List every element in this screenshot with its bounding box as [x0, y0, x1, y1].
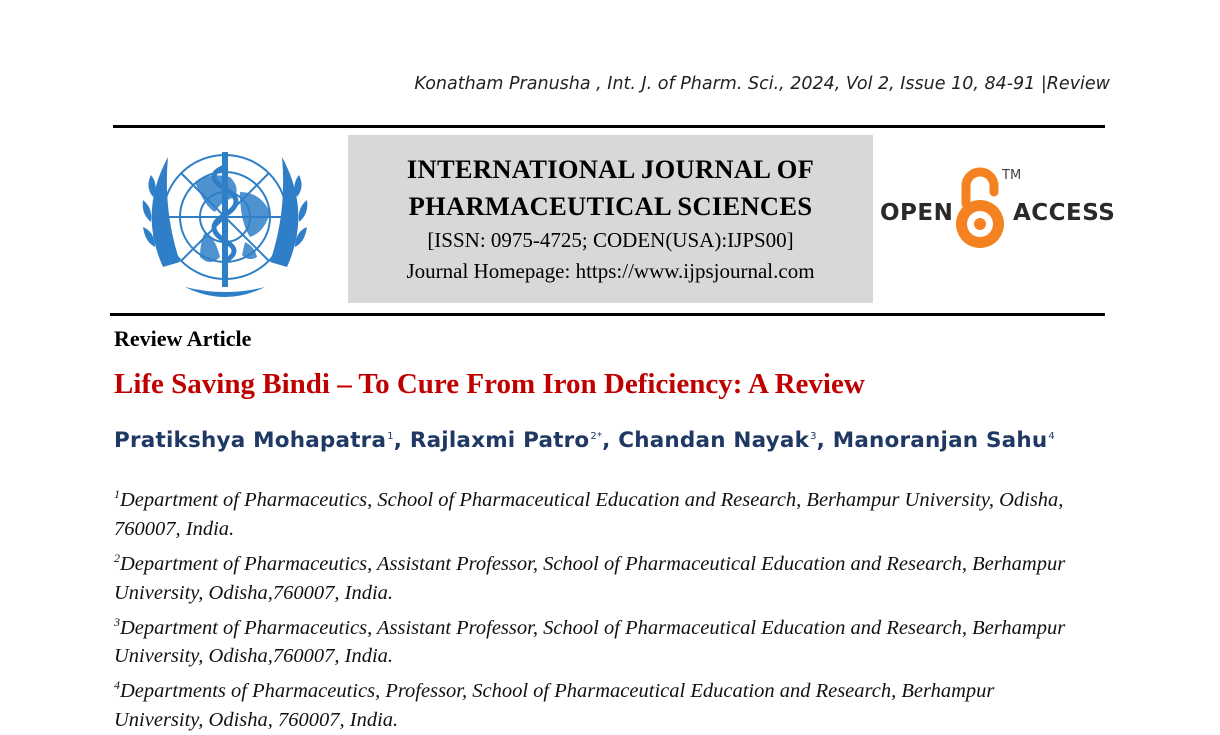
- affiliation-item: [114, 544, 1084, 608]
- author-name: Chandan Nayak: [618, 428, 810, 453]
- author-affil-mark: 1: [387, 430, 394, 442]
- author-name: Pratikshya Mohapatra: [114, 428, 387, 453]
- affiliation-number: 2: [114, 550, 120, 565]
- journal-issn: [ISSN: 0975-4725; CODEN(USA):IJPS00]: [427, 228, 794, 252]
- journal-emblem-icon: [125, 137, 325, 305]
- journal-title-line1: INTERNATIONAL JOURNAL OF: [406, 154, 815, 184]
- journal-homepage: Journal Homepage: https://www.ijpsjournal.com: [406, 259, 815, 283]
- affiliation-text: Department of Pharmaceutics, Assistant Professor, School of Pharmaceutical Education and Research, Berhampur University, Odisha,760007, India.: [114, 616, 1066, 668]
- affiliation-text: Departments of Pharmaceutics, Professor, School of Pharmaceutical Education and Research, Berhampur University, Odisha, 760007, India.: [114, 680, 995, 732]
- affiliation-number: 3: [114, 614, 120, 629]
- article-title: Life Saving Bindi – To Cure From Iron Deficiency: A Review: [114, 368, 865, 400]
- affiliation-text: Department of Pharmaceutics, Assistant Professor, School of Pharmaceutical Education and Research, Berhampur University, Odisha,760007, India.: [114, 552, 1066, 604]
- affiliation-item: [114, 608, 1084, 672]
- open-access-access-text: ACCESS: [1013, 200, 1116, 226]
- author-separator: ,: [602, 428, 619, 453]
- open-access-logo: [880, 164, 1116, 254]
- article-type: Review Article: [114, 326, 252, 351]
- author-list: [114, 428, 1055, 453]
- open-access-open-text: OPEN: [880, 200, 954, 226]
- affiliation-text: Department of Pharmaceutics, School of Pharmaceutical Education and Research, Berhampur University, Odisha, 760007, India.: [114, 488, 1064, 540]
- affiliation-item: [114, 480, 1084, 544]
- journal-title: [348, 151, 873, 225]
- author-name: Manoranjan Sahu: [832, 428, 1048, 453]
- journal-banner: [348, 135, 873, 303]
- author-affil-mark: 2*: [590, 430, 603, 442]
- affiliation-list: [114, 480, 1084, 735]
- open-access-lock-icon: [950, 164, 1010, 254]
- citation-header: Konatham Pranusha , Int. J. of Pharm. Sci., 2024, Vol 2, Issue 10, 84-91 |Review: [414, 74, 1110, 94]
- author-affil-mark: 3: [810, 430, 817, 442]
- author-affil-mark: 4: [1048, 430, 1055, 442]
- author-separator: ,: [393, 428, 410, 453]
- affiliation-item: [114, 671, 1084, 735]
- bottom-rule: [110, 313, 1105, 316]
- affiliation-number: 1: [114, 487, 120, 501]
- top-rule: [113, 125, 1105, 128]
- affiliation-number: 4: [114, 678, 120, 693]
- open-access-tm: TM: [1002, 168, 1022, 183]
- author-name: Rajlaxmi Patro: [409, 428, 590, 453]
- author-separator: ,: [816, 428, 833, 453]
- journal-title-line2: PHARMACEUTICAL SCIENCES: [408, 191, 813, 221]
